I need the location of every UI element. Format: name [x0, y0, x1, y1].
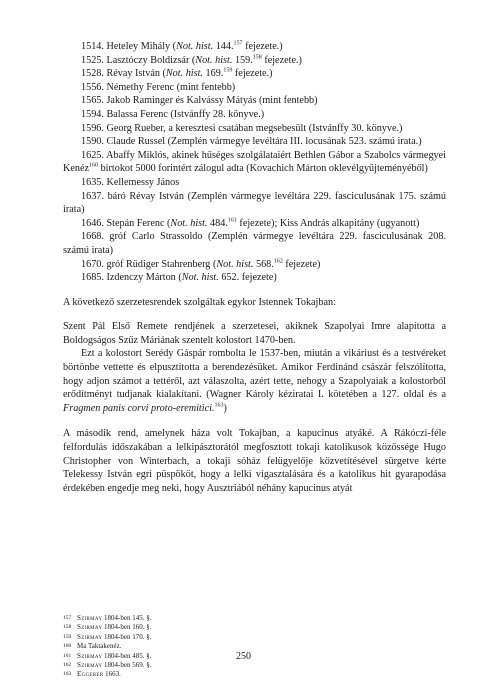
source-title: Fragmen panis corvi proto-eremitici. [63, 402, 215, 414]
footnote-ref[interactable]: 159 [223, 67, 233, 74]
paragraph-paulines: Szent Pál Első Remete rendjének a szerzetesei, akiknek Szapolyai Imre alapította a Boldogságos Szűz Máriának szentelt kolostort 1470-ben. [63, 321, 446, 346]
entry-text: 1594. Balassa Ferenc (Istvánffy 28. könyve.) [81, 108, 265, 120]
list-entry [63, 190, 446, 217]
list-entry [63, 135, 446, 149]
entry-text: 568. [253, 258, 274, 270]
footnote-number: 162 [63, 662, 72, 669]
footnote [63, 670, 446, 679]
entry-source: Not. hist. [216, 258, 254, 270]
list-entry [63, 217, 446, 231]
footnotes [63, 614, 446, 680]
list-entry [63, 81, 446, 95]
entry-text: 1637. báró Révay István (Zemplén vármegye levéltára 229. fasciculusának 175. számú irata) [63, 190, 446, 216]
paragraph-text: Ezt a kolostort Serédy Gáspár rombolta le 1537-ben, miután a vikáriust és a testvéreket börtönbe vettette és elpusztította a berendezésüket. Amikor Ferdinánd császár felszólította, hogy adjon számot a tettéről, azt válaszolta, azért tette, nehogy a Szapolyaiak a kolostorból erődítményt tudjanak kialakítani. (Wagner Károly kéziratai I. kötetében a 127. oldal és a [63, 348, 446, 401]
entry-text: 1528. Révay István ( [81, 68, 166, 80]
entry-text: fejezete.) [232, 68, 273, 80]
paragraph-capuchins: A második rend, amelynek háza volt Tokajban, a kapucinus atyáké. A Rákóczi-féle felfordulás időszakában a lelkipásztorától megfosztott tokaji katolikusok közössége Hugo Christopher von Winterbach, a tokaji sóház felügyelője közvetítésével sürgetve kérte Telekessy István egri püspököt, hogy a lelki vigasztalására és a katolikus hit gyarapodása érdekében engedje meg neki, hogy Ausztriából néhány kapucinus atyát [63, 428, 446, 494]
footnote-ref[interactable]: 158 [252, 54, 262, 61]
footnote-text: 1663. [103, 670, 121, 679]
entry-text: 484. [207, 217, 228, 229]
footnote [63, 623, 446, 632]
list-entry [63, 122, 446, 136]
entry-text: fejezete) [282, 258, 321, 270]
footnote-number: 161 [63, 652, 72, 659]
footnote-ref[interactable]: 157 [233, 40, 243, 47]
entry-source: Not. hist. [176, 41, 214, 52]
footnote-text: 1804-ben 160. §. [102, 623, 152, 632]
main-text [63, 40, 446, 495]
footnote-number: 160 [63, 643, 72, 650]
footnote-text: 1804-ben 485. §. [102, 651, 152, 660]
footnote-ref[interactable]: 161 [227, 217, 237, 224]
footnote-ref[interactable]: 162 [273, 258, 283, 265]
footnote [63, 633, 446, 642]
entry-text: 652. fejezete) [218, 272, 277, 284]
footnote-text: 1804-ben 145. §. [102, 614, 152, 622]
entry-text: birtokot 5000 forintért zálogul adta (Kovachich Márton oklevélgyűjteményéből) [98, 163, 428, 175]
list-entry [63, 176, 446, 190]
footnote-number: 158 [63, 624, 72, 631]
entry-text: 1596. Georg Rueber, a keresztesi csatában megsebesült (Istvánffy 30. könyve.) [81, 122, 403, 134]
footnote [63, 661, 446, 670]
entry-source: Not. hist. [170, 217, 208, 229]
entry-text: 1635. Kellemessy János [81, 176, 180, 188]
footnote-text: 1804-ben 569. §. [102, 661, 152, 670]
entry-text: 1670. gróf Rüdiger Stahrenberg ( [81, 258, 217, 270]
footnote-author: Szirmay [77, 623, 103, 632]
list-entry [63, 40, 446, 54]
entry-text: 1625. Abaffy Miklós, akinek hűséges szolgálataiért Bethlen Gábor a Szabolcs vármegyei Kenéz [63, 149, 446, 175]
list-entry [63, 258, 446, 272]
footnote-ref[interactable]: 163 [214, 402, 224, 409]
entry-text: 1646. Stepán Ferenc ( [81, 217, 171, 229]
entry-text: 1685. Izdenczy Márton ( [81, 272, 182, 284]
entry-source: Not. hist. [165, 68, 203, 80]
page-number: 250 [236, 651, 251, 662]
list-entry [63, 271, 446, 285]
entry-text: fejezete); Kiss András alkapitány (ugyanott) [236, 217, 420, 229]
footnote-number: 159 [63, 633, 72, 640]
footnote-text: 1804-ben 170. §. [102, 632, 152, 641]
entry-source: Not. hist. [195, 54, 233, 66]
entry-source: Not. hist. [181, 272, 219, 284]
list-entry [63, 67, 446, 81]
paragraph-text: ) [223, 402, 227, 414]
footnote-text: Ma Taktakenéz. [77, 642, 122, 651]
entry-text: fejezete.) [261, 54, 302, 66]
footnote-author: Szirmay [77, 614, 103, 622]
entry-text: 1514. Heteley Mihály ( [81, 41, 177, 52]
footnote-number: 157 [63, 615, 72, 621]
entry-text: 1556. Némethy Ferenc (mint fentebb) [81, 81, 236, 93]
list-entry [63, 94, 446, 108]
paragraph-destruction [63, 347, 446, 415]
list-entry [63, 149, 446, 176]
entry-text: 144. [213, 41, 234, 52]
entry-text: 159. [232, 54, 253, 66]
list-entry [63, 108, 446, 122]
entry-text: 1565. Jakob Raminger és Kalvássy Mátyás (mint fentebb) [81, 95, 318, 107]
list-entry [63, 54, 446, 68]
footnote-number: 163 [63, 671, 72, 678]
footnote-ref[interactable]: 160 [89, 162, 99, 169]
footnote-author: Szirmay [77, 651, 103, 660]
entry-text: 1590. Claude Russel (Zemplén vármegye levéltára III. locusának 523. számú irata.) [81, 136, 422, 148]
footnote [63, 614, 446, 623]
list-entry [63, 230, 446, 257]
section-lead: A következő szerzetesrendek szolgáltak egykor Istennek Tokajban: [63, 296, 336, 308]
entry-text: 1525. Lasztóczy Boldizsár ( [81, 54, 196, 66]
entry-text: 169. [202, 68, 224, 80]
footnote-author: Eggerer [77, 670, 104, 679]
entry-text: fejezete.) [242, 41, 283, 52]
captain-list [63, 40, 446, 285]
footnote-author: Szirmay [77, 661, 103, 670]
footnote-author: Szirmay [77, 632, 103, 641]
entry-text: 1668. gróf Carlo Strassoldo (Zemplén vármegye levéltára 229. fasciculusának 208. számú irata) [63, 231, 446, 256]
